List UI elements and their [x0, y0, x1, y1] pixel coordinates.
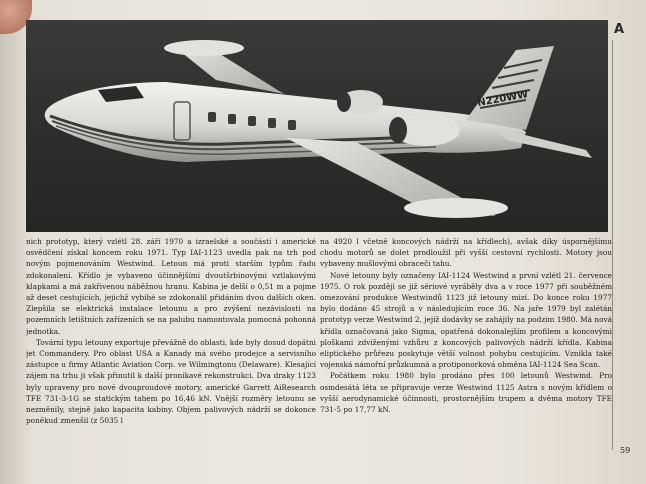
section-marker: A	[614, 22, 625, 37]
paragraph: Počátkem roku 1980 bylo prodáno přes 100 letounů Westwind. Pro osmdesátá léta se připravuje verze Westwind 1125 Astra s novým křídlem o vyšší aerodynamické účinnosti, prostornějším trupem a dvěma motory TFE 731-5 po 17,77 kN.	[320, 371, 612, 415]
paragraph: nich prototyp, který vzlétl 28. září 1970 a izraelské a součástí i americké osvědčení získal koncem roku 1971. Typ IAI-1123 uvedla pak na trh pod novým pojmenováním Westwind. Letoun má proti starším typům řadu zdokonalení. Křídlo je vybaveno účinnějšími dvoutšrbinovými vztlakovými klapkami a má zakřivenou náběžnou hranu. Kabina je delší o 0,51 m a pojme až deset cestujících, jejichž vybíhé se zdokonalil přidáním dvou dalších oken. Zlepšila se elektrická instalace letounu a pro zvýšení nezávislosti na pozemních letištních zařízeních se na palubu namontovala pomocná pohonná jednotka.	[26, 237, 316, 336]
text-column-left	[26, 236, 316, 464]
far-wing-tip-tank	[164, 40, 244, 56]
paragraph: Nové letouny byly označeny IAI-1124 Westwind a první vzlétl 21. července 1975. O rok později se již sériové vyráběly dva a v roce 1977 při souběžném omezování produkce Westwindů 1123 již letouny mizí. Do konce roku 1977 bylo dodáno 45 strojů a v následujícím roce 36. Na jaře 1979 byl zalétán prototyp verze Westwind 2, jejíž dodávky se zahájily na podzim 1980. Má nová křídla označovaná jako Sigma, opatřená dokonalejším profilem a koncovými ploškami zdvíženými vzhůru z koncových palivových nádrží křídla. Kabina eliptického průřezu poskytuje větší volnost pohybu cestujícím. Vznikla také vojenská námořní průzkumná a protiponorková obměna IAI-1124 Sea Scan.	[320, 270, 612, 370]
text-column-right	[320, 236, 612, 464]
margin-rule	[612, 40, 613, 450]
near-wing-tip-tank	[404, 198, 508, 218]
paragraph: na 4920 l včetně koncových nádrží na křídlech), avšak díky úspornějšímu chodu motorů se dolet prodloužil při vyšší cestovní rychlosti. Motory jsou vybaveny mušlovými obraceči tahu.	[320, 237, 612, 269]
aircraft-photo	[26, 20, 608, 232]
page-number: 59	[620, 446, 631, 455]
paragraph: Tovární typu letouny exportuje převážně do oblasti, kde byly dosud dopátni jet Commandery. Pro oblast USA a Kanady má svého prodejce a servisního zástupce u firmy Atlantic Aviation Corp. ve Wilmingtonu (Delaware). Klesající zájem na trhu ji však přinutil k další pronikavé rekonstrukci. Dva draky 1123 byly upraveny pro nové dvouproudové motory, americké Garrett AiResearch TFE 731-3-1G se statickým tahem po 16,46 kN. Vnější rozměry letounu se nezměnily, stejně jako kapacita kabiny. Objem palivových nádrží se dokonce poněkud zmenšil (z 5035 l	[26, 337, 316, 426]
tail-fin	[466, 46, 554, 130]
registration-text: N220WW	[476, 89, 530, 109]
aircraft-illustration	[26, 20, 608, 232]
